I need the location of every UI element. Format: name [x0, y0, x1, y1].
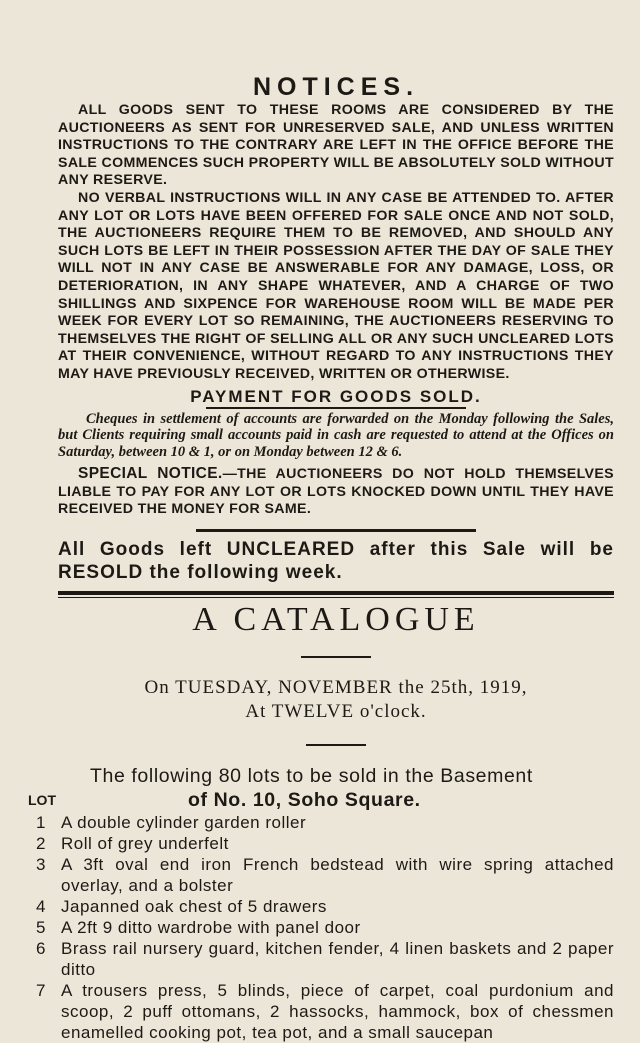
- lot-item: [36, 917, 614, 938]
- lot-description: Brass rail nursery guard, kitchen fender, 4 linen baskets and 2 paper ditto: [61, 939, 614, 980]
- divider-rule: [196, 529, 476, 532]
- cheques-paragraph: Cheques in settlement of accounts are forwarded on the Monday following the Sales, but Clients requiring small accounts paid in cash are requested to attend at the Offices on Saturday, between 10 & 1, or on Monday between 12 & 6.: [58, 410, 614, 460]
- double-rule-thin: [58, 597, 614, 598]
- sale-time: At TWELVE o'clock.: [245, 701, 427, 723]
- lot-description: Japanned oak chest of 5 drawers: [61, 897, 327, 917]
- lot-number: 6: [36, 939, 46, 959]
- lot-description: Roll of grey underfelt: [61, 834, 229, 854]
- lot-description: A double cylinder garden roller: [61, 813, 307, 833]
- lot-item: [36, 812, 614, 833]
- lot-list: [36, 812, 614, 1043]
- lot-number: 3: [36, 855, 46, 875]
- lot-number: 2: [36, 834, 46, 854]
- sale-date: On TUESDAY, NOVEMBER the 25th, 1919,: [144, 677, 528, 699]
- special-notice: [58, 465, 614, 519]
- lot-number: 4: [36, 897, 46, 917]
- lot-item: [36, 896, 614, 917]
- lot-description: A 2ft 9 ditto wardrobe with panel door: [61, 918, 361, 938]
- notice-verbal-instructions: NO VERBAL INSTRUCTIONS WILL IN ANY CASE BE ATTENDED TO. AFTER ANY LOT OR LOTS HAVE BEEN OFFERED FOR SALE ONCE AND NOT SOLD, THE AUCTIONEERS REQUIRE THEM TO BE REMOVED, AND SHOULD ANY SUCH LOTS BE LEFT IN THEIR POSSESSION AFTER THE DAY OF SALE THEY WILL NOT IN ANY CASE BE ANSWERABLE FOR ANY DAMAGE, LOSS, OR DETERIORATION, IN ANY SHAPE WHATEVER, AND A CHARGE OF TWO SHILLINGS AND SIXPENCE FOR WAREHOUSE ROOM WILL BE MADE PER WEEK FOR EVERY LOT SO REMAINING, THE AUCTIONEERS RESERVING TO THEMSELVES THE RIGHT OF SELLING ALL OR ANY SUCH UNCLEARED LOTS AT THEIR CONVENIENCE, WITHOUT REGARD TO ANY INSTRUCTIONS THEY MAY HAVE PREVIOUSLY RECEIVED, WRITTEN OR OTHERWISE.: [58, 189, 614, 382]
- special-notice-heading: SPECIAL NOTICE.: [78, 465, 223, 483]
- lot-number: 1: [36, 813, 46, 833]
- uncleared-notice: All Goods left UNCLEARED after this Sale will be RESOLD the following week.: [58, 539, 614, 584]
- double-rule-thick: [58, 591, 614, 595]
- lot-item: [36, 854, 614, 896]
- lot-description: A 3ft oval end iron French bedstead with wire spring attached overlay, and a bolster: [61, 855, 614, 896]
- catalogue-title: A CATALOGUE: [192, 601, 480, 639]
- lot-number: 7: [36, 981, 46, 1001]
- short-divider-2: [306, 744, 366, 746]
- notices-title: NOTICES.: [252, 73, 420, 101]
- payment-underline: [206, 407, 466, 409]
- lot-number: 5: [36, 918, 46, 938]
- lot-description: A trousers press, 5 blinds, piece of carpet, coal purdonium and scoop, 2 puff ottomans, 2 hassocks, hammock, box of chessmen enamelled cooking pot, tea pot, and a small saucepan: [61, 981, 614, 1043]
- payment-heading: PAYMENT FOR GOODS SOLD.: [190, 386, 482, 406]
- special-notice-text: —THE AUCTIONEERS DO NOT HOLD THEMSELVES LIABLE TO PAY FOR ANY LOT OR LOTS KNOCKED DOWN UNTIL THEY HAVE RECEIVED THE MONEY FOR SAME.: [58, 466, 614, 518]
- sale-location: of No. 10, Soho Square.: [188, 789, 421, 812]
- lot-item: [36, 938, 614, 980]
- lot-item: [36, 833, 614, 854]
- lot-column-label: LOT: [28, 792, 56, 809]
- location-row: [28, 788, 614, 812]
- lots-intro: The following 80 lots to be sold in the Basement: [90, 765, 533, 788]
- short-divider: [301, 656, 371, 658]
- notice-unreserved-sale: ALL GOODS SENT TO THESE ROOMS ARE CONSIDERED BY THE AUCTIONEERS AS SENT FOR UNRESERVED SALE, AND UNLESS WRITTEN INSTRUCTIONS TO THE CONTRARY ARE LEFT IN THE OFFICE BEFORE THE SALE COMMENCES SUCH PROPERTY WILL BE ABSOLUTELY SOLD WITHOUT ANY RESERVE.: [58, 102, 614, 189]
